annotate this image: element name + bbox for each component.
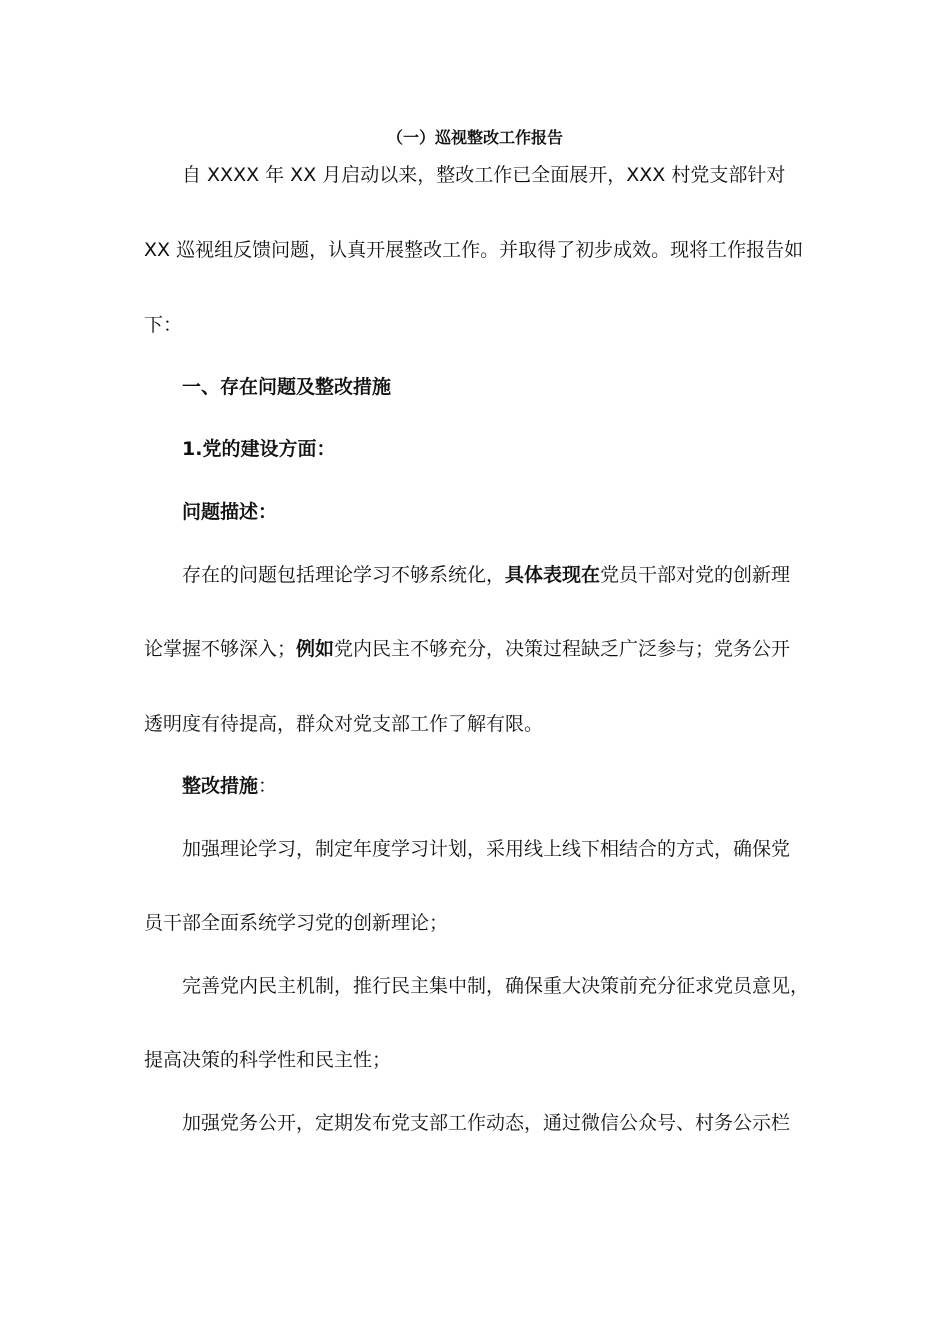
measure-3-line-1: 加强党务公开，定期发布党支部工作动态，通过微信公众号、村务公示栏: [182, 1112, 791, 1134]
intro-line-3: 下：: [144, 314, 183, 336]
measure-2-line-2: 提高决策的科学性和民主性；: [144, 1049, 392, 1071]
problem-line-2: [144, 637, 790, 661]
measures-label-colon: ：: [258, 775, 278, 797]
document-title: （一）巡视整改工作报告: [386, 128, 563, 147]
problem-line-2-start: 论掌握不够深入；: [144, 638, 297, 660]
problem-line-1-emphasis: 具体表现在: [505, 564, 601, 586]
problem-line-1-end: 党员干部对党的创新理: [600, 564, 791, 586]
section-heading-problems-measures: 一、存在问题及整改措施: [182, 376, 392, 398]
measure-1-line-2: 员干部全面系统学习党的创新理论；: [144, 912, 449, 934]
measures-label: [182, 774, 277, 798]
problem-line-2-end: 党内民主不够充分，决策过程缺乏广泛参与；党务公开: [334, 638, 791, 660]
intro-line-1: 自 XXXX 年 XX 月启动以来，整改工作已全面展开，XXX 村党支部针对: [182, 164, 786, 186]
problem-line-3: 透明度有待提高，群众对党支部工作了解有限。: [144, 713, 544, 735]
measures-label-text: 整改措施: [182, 775, 259, 797]
measure-2-line-1: 完善党内民主机制，推行民主集中制，确保重大决策前充分征求党员意见，: [182, 975, 810, 997]
measure-1-line-1: 加强理论学习，制定年度学习计划，采用线上线下相结合的方式，确保党: [182, 838, 791, 860]
intro-line-2: XX 巡视组反馈问题，认真开展整改工作。并取得了初步成效。现将工作报告如: [144, 239, 804, 261]
problem-line-2-emphasis: 例如: [296, 638, 335, 660]
problem-description-label: 问题描述：: [182, 501, 278, 523]
problem-line-1-start: 存在的问题包括理论学习不够系统化，: [182, 564, 506, 586]
subsection-heading-party-building: 1.党的建设方面：: [182, 438, 336, 460]
problem-line-1: [182, 563, 790, 587]
